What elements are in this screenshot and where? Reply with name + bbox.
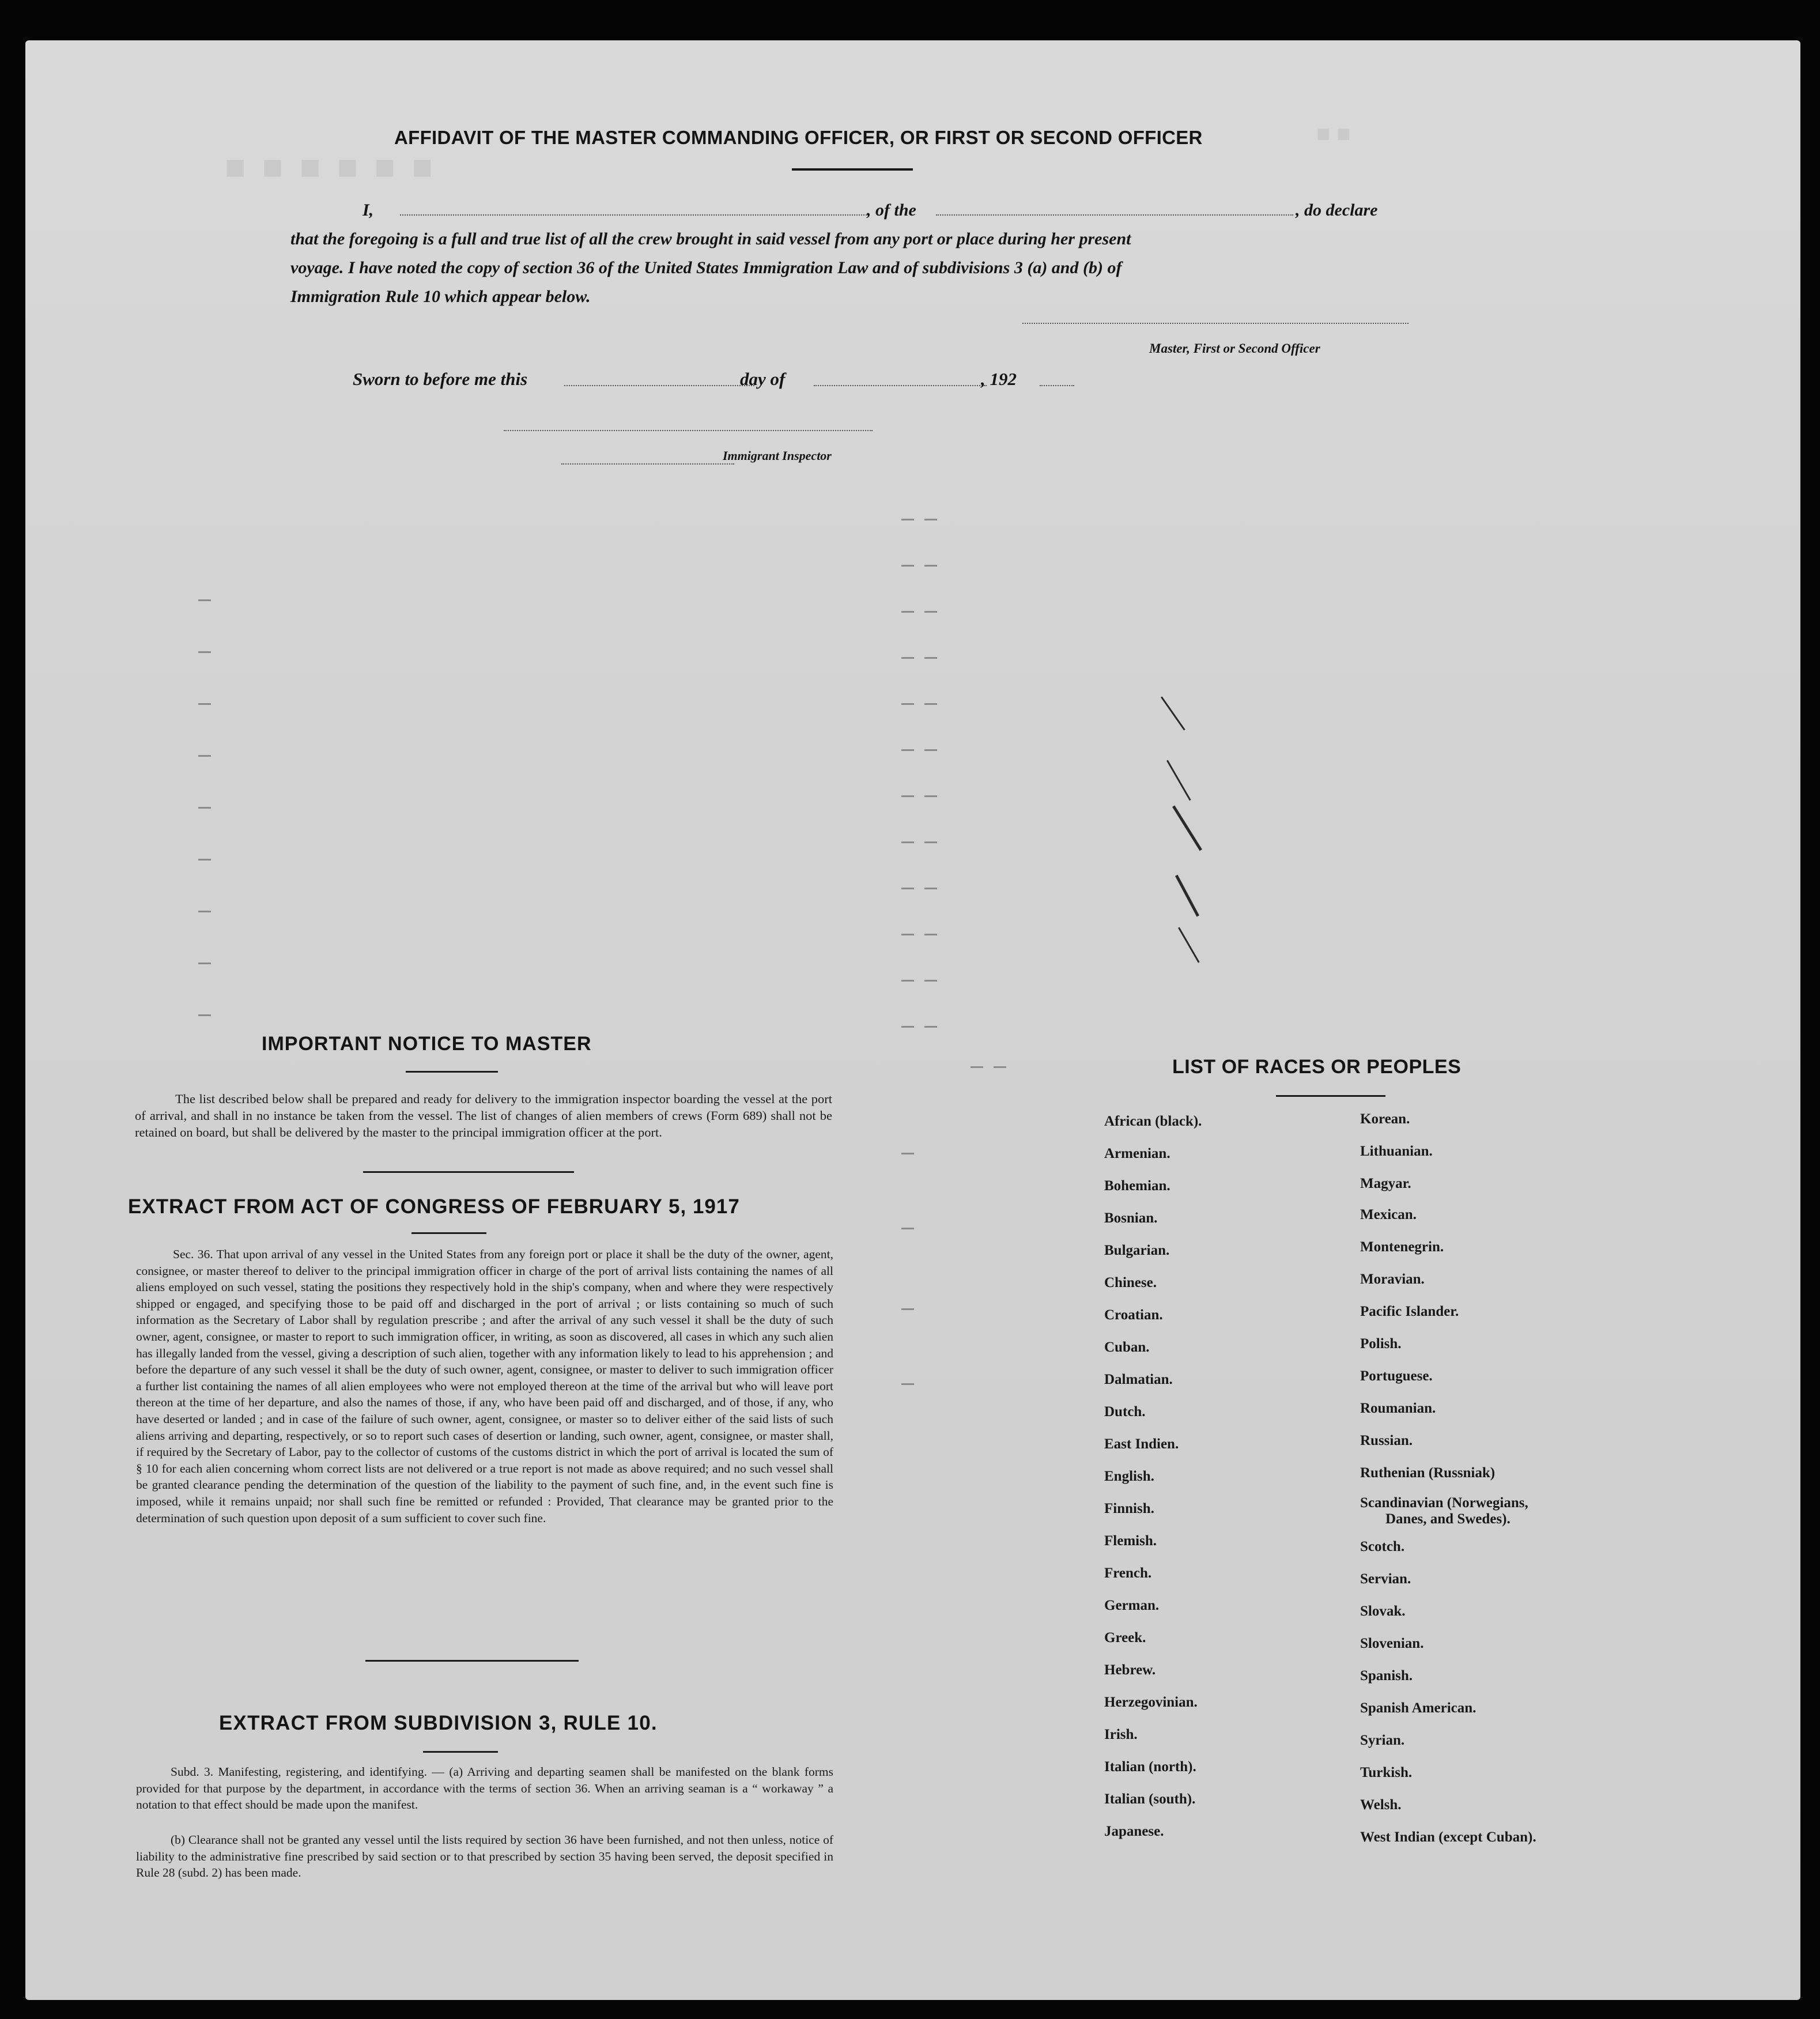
bleed-dash [924,611,937,613]
race-right: West Indian (except Cuban). [1360,1829,1536,1845]
master-label: Master, First or Second Officer [1149,341,1320,356]
bleed-dash [971,1066,983,1068]
race-right: Turkish. [1360,1765,1413,1780]
bleed-dash [924,1026,937,1028]
document-sheet [25,40,1800,2000]
affidavit-line-4: Immigration Rule 10 which appear below. [290,287,591,306]
race-left: Dutch. [1104,1404,1146,1420]
race-left: Herzegovinian. [1104,1695,1198,1710]
race-left: German. [1104,1598,1160,1613]
race-right: Ruthenian (Russniak) [1360,1465,1496,1481]
bleed-dash [901,749,914,751]
race-left: Dalmatian. [1104,1372,1173,1387]
title-underline [792,168,913,171]
race-left: Finnish. [1104,1501,1154,1516]
race-right: Scotch. [1360,1539,1405,1554]
race-right: Spanish American. [1360,1700,1477,1716]
affidavit-i: I, [363,201,374,220]
bleed-dash [901,795,914,797]
race-left: Bulgarian. [1104,1243,1170,1258]
race-right: Danes, and Swedes). [1385,1511,1511,1527]
inspector-label: Immigrant Inspector [723,448,832,463]
race-right: Russian. [1360,1433,1413,1448]
race-right: Scandinavian (Norwegians, [1360,1495,1528,1511]
act-underline [411,1232,486,1234]
check-mark [1178,927,1200,963]
bleed-dash [994,1066,1006,1068]
bleed-dash [901,657,914,659]
race-right: Lithuanian. [1360,1144,1433,1159]
race-left: Japanese. [1104,1824,1164,1839]
bleed-dash [924,888,937,889]
race-right: Moravian. [1360,1271,1425,1287]
rule-underline [423,1751,498,1753]
affidavit-title: AFFIDAVIT OF THE MASTER COMMANDING OFFICER, OR FIRST OR SECOND OFFICER [394,127,1203,148]
race-left: Bosnian. [1104,1210,1158,1226]
bleed-dash [198,599,211,601]
bleed-dash [924,703,937,705]
act-body: Sec. 36. That upon arrival of any vessel in the United States from any foreign port or place it shall be the duty of the owner, agent, consignee, or master thereof to deliver to the principal immigration officer in charge of the port of arrival lists containing the names of all aliens employed on such vessel, stating the positions they respectively hold in the ship's company, when and where they were respectively shipped or engaged, and specifying those to be paid off and discharged in the port of arrival ; or lists containing so much of such information as the Secretary of Labor shall by regulation prescribe ; and after the arrival of any such vessel it shall be the duty of such owner, agent, consignee, or master to report to such immigration officer, in writing, as soon as discovered, all cases in which any such alien has illegally landed from the vessel, giving a description of such alien, together with any information likely to lead to his apprehension ; and before the departure of any such vessel it shall be the duty of such owner, agent, consignee, or master to deliver to such immigration officer a further list containing the names of all alien employees who were not employed thereon at the time of the arrival but who will leave port thereon at the time of her departure, and also the names of those, if any, who have been paid off and discharged, and of those, if any, who have deserted or landed ; and in case of the failure of such owner, agent, consignee, or master so to deliver either of the said lists of such aliens arriving and departing, respectively, or so to report such cases of desertion or landing, such owner, agent, consignee, or master shall, if required by the Secretary of Labor, pay to the collector of customs of the customs district in which the port of arrival is located the sum of § 10 for each alien concerning whom correct lists are not delivered or a true report is not made as above required; and no such vessel shall be granted clearance pending the determination of the question of the liability to the payment of such fine, and, in the event such fine is imposed, while it remains unpaid; nor shall such fine be remitted or refunded : Provided, That clearance may be granted prior to the determination of such question upon deposit of a sum sufficient to cover such fine. [136,1247,833,1525]
rule-para-b: (b) Clearance shall not be granted any vessel until the lists required by section 36 have been furnished, and not then unless, notice of liability to the administrative fine prescribed by said section or to that prescribed by section 35 having been served, the deposit specified in Rule 28 (subd. 2) has been made. [136,1833,833,1880]
bleed-dash [198,755,211,757]
sworn-year-line[interactable] [1040,385,1074,386]
race-left: Italian (south). [1104,1791,1196,1807]
act-divider [365,1660,579,1662]
inspector-signature-line-2[interactable] [561,463,734,465]
bleed-dash [924,749,937,751]
sworn-text: Sworn to before me this [353,369,528,389]
bleed-dash [198,859,211,861]
check-mark [1166,760,1191,801]
year-text: , 192 [981,369,1017,389]
race-right: Syrian. [1360,1733,1405,1748]
bleed-dash [901,1026,914,1028]
races-title: LIST OF RACES OR PEOPLES [1172,1056,1462,1078]
race-left: French. [1104,1565,1152,1581]
race-left: Croatian. [1104,1307,1163,1323]
act-title: EXTRACT FROM ACT OF CONGRESS OF FEBRUARY 5, 1917 [128,1195,740,1218]
check-mark [1161,696,1185,730]
bleed-dash [901,611,914,613]
bleed-dash [901,565,914,567]
race-right: Servian. [1360,1571,1411,1587]
race-right: Portuguese. [1360,1368,1433,1384]
bleed-dash [924,841,937,843]
bleed-dash [924,565,937,567]
notice-body: The list described below shall be prepared and ready for delivery to the immigration inspector boarding the vessel at the port of arrival, and shall in no instance be taken from the vessel. The list of changes of alien members of crews (Form 689) shall not be retained on board, but shall be delivered by the master to the principal immigration officer at the port. [135,1092,832,1139]
bleed-dash [901,888,914,889]
race-right: Spanish. [1360,1668,1413,1684]
bleed-dash [901,1308,914,1310]
bleed-dash [901,1383,914,1385]
bleed-dash [901,519,914,520]
race-right: Magyar. [1360,1176,1411,1191]
bleed-dash [198,651,211,653]
bleed-dash [901,1153,914,1154]
race-right: Mexican. [1360,1207,1417,1222]
race-left: Chinese. [1104,1275,1157,1290]
race-right: Montenegrin. [1360,1239,1444,1255]
bleed-dash [198,1014,211,1016]
master-signature-line[interactable] [1022,323,1409,324]
race-left: Italian (north). [1104,1759,1196,1775]
name-line[interactable] [400,214,867,216]
affidavit-of-the: , of the [867,201,916,220]
vessel-line[interactable] [936,214,1293,216]
race-right: Roumanian. [1360,1401,1436,1416]
affidavit-line-3: voyage. I have noted the copy of section 36 of the United States Immigration Law and of subdivisions 3 (a) and (b) of [290,258,1122,277]
race-right: Polish. [1360,1336,1402,1352]
race-left: Cuban. [1104,1339,1150,1355]
bleed-dash [901,980,914,982]
race-right: Slovenian. [1360,1636,1424,1651]
bleed-dash [924,657,937,659]
affidavit-declare: , do declare [1296,201,1378,220]
bleed-dash [901,1228,914,1229]
race-left: African (black). [1104,1114,1202,1129]
inspector-signature-line[interactable] [504,430,873,431]
bleed-dash [198,807,211,809]
affidavit-line-2: that the foregoing is a full and true list of all the crew brought in said vessel from any port or place during her present [290,229,1131,248]
bleed-dash [924,519,937,520]
rule-title: EXTRACT FROM SUBDIVISION 3, RULE 10. [219,1712,658,1734]
notice-underline [406,1071,498,1073]
bleed-dash [924,795,937,797]
races-underline [1276,1095,1385,1097]
sworn-day-line[interactable] [564,385,754,386]
sworn-month-line[interactable] [814,385,987,386]
notice-divider [363,1171,574,1173]
bleed-dash [198,963,211,964]
race-left: Irish. [1104,1727,1138,1742]
race-left: Flemish. [1104,1533,1157,1549]
race-left: Bohemian. [1104,1178,1170,1194]
check-mark [1172,805,1202,851]
check-mark [1175,875,1199,917]
race-right: Korean. [1360,1111,1410,1127]
bleed-dash [924,980,937,982]
bleed-dash [198,703,211,705]
bleed-dash [901,841,914,843]
notice-title: IMPORTANT NOTICE TO MASTER [262,1033,592,1055]
race-left: East Indien. [1104,1436,1179,1452]
bleed-through-text: ■ ■ [1316,121,1351,146]
race-left: Armenian. [1104,1146,1170,1161]
race-right: Slovak. [1360,1603,1406,1619]
bleed-dash [924,934,937,935]
race-left: English. [1104,1469,1154,1484]
bleed-dash [901,703,914,705]
bleed-through-text: ■ ■ ■ ■ ■ ■ [221,148,433,186]
bleed-dash [901,934,914,935]
race-left: Greek. [1104,1630,1146,1646]
day-of-text: day of [740,369,786,389]
race-right: Welsh. [1360,1797,1402,1813]
rule-para-a: Subd. 3. Manifesting, registering, and identifying. — (a) Arriving and departing seamen shall be manifested on the blank forms provided for that purpose by the department, in accordance with the terms of section 36. When an arriving seaman is a “ workaway ” a notation to that effect should be made upon the manifest. [136,1765,833,1812]
bleed-dash [198,911,211,912]
race-right: Pacific Islander. [1360,1304,1459,1319]
race-left: Hebrew. [1104,1662,1156,1678]
